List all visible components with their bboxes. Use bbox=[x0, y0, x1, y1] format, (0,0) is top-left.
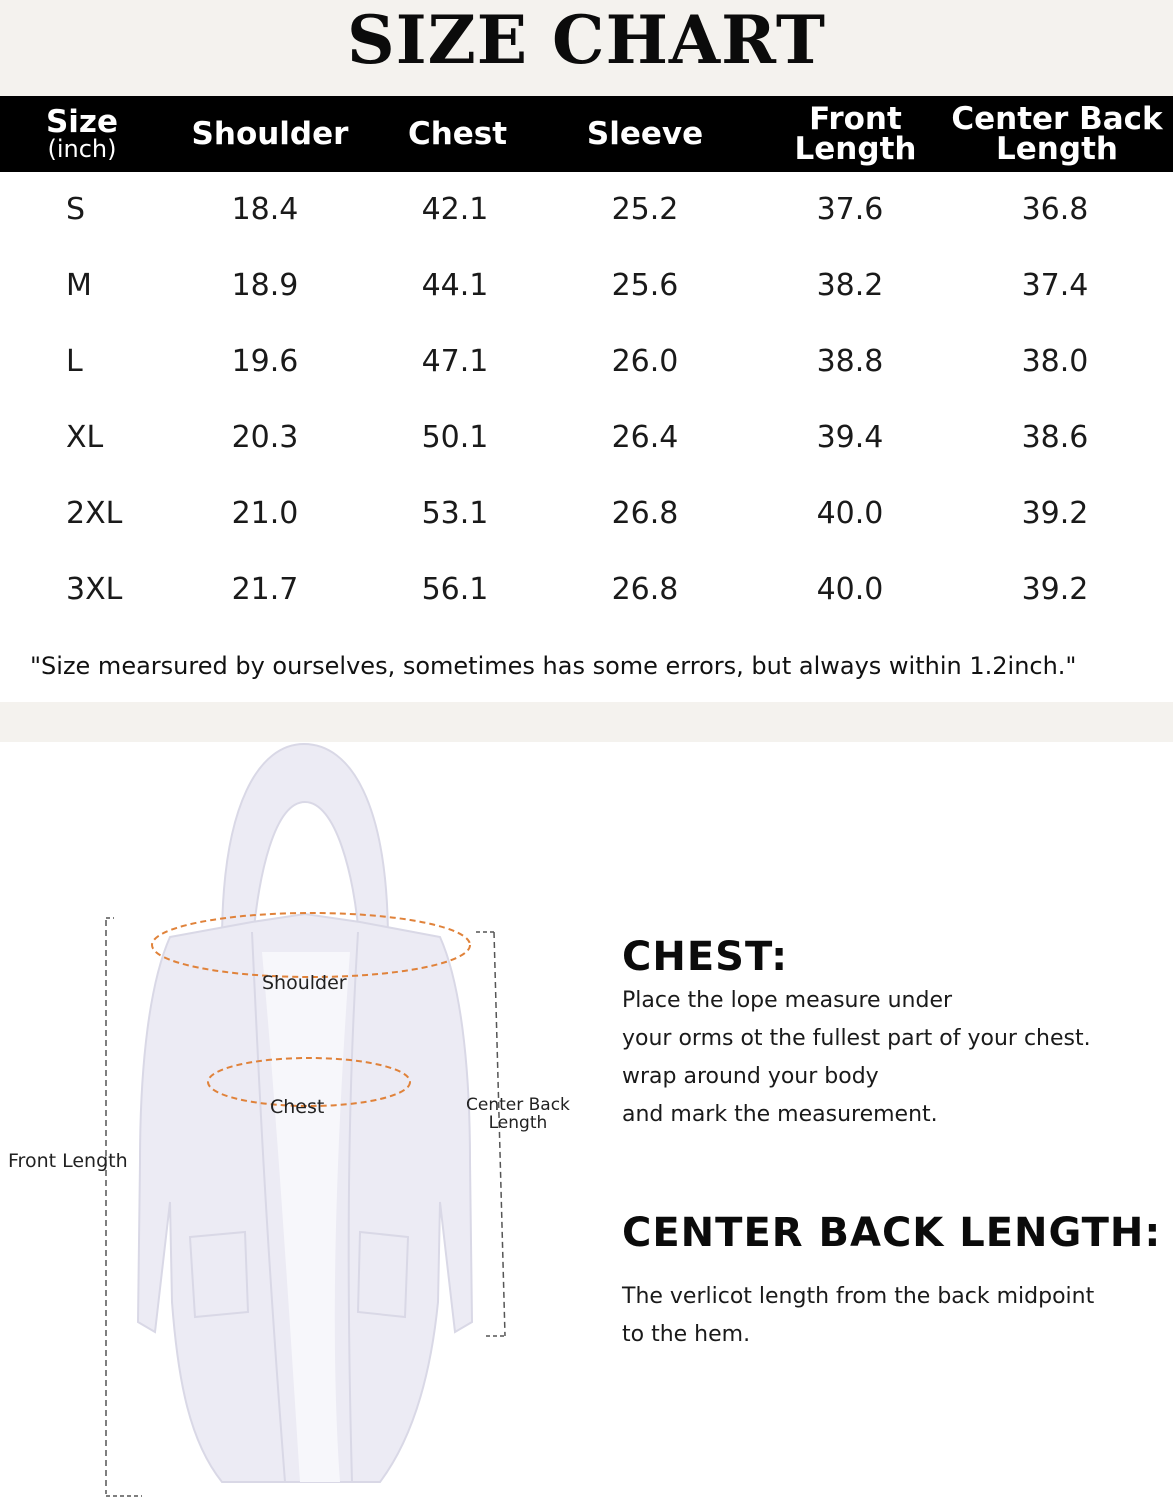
cell-size: 3XL bbox=[66, 572, 123, 607]
cell-size: 2XL bbox=[66, 496, 123, 531]
header-size: Size (inch) bbox=[45, 104, 119, 163]
header-sleeve: Sleeve bbox=[586, 116, 704, 152]
cell-center-back-length: 38.6 bbox=[1021, 420, 1089, 455]
table-row bbox=[0, 476, 1173, 552]
page-title: SIZE CHART bbox=[347, 1, 826, 79]
cell-size: L bbox=[66, 344, 83, 379]
header-center-back-length: Center Back Length bbox=[951, 101, 1163, 167]
header-chest: Chest bbox=[407, 116, 508, 152]
chest-label: Chest bbox=[270, 1096, 325, 1118]
cell-sleeve: 25.2 bbox=[611, 192, 679, 227]
measurement-note: "Size mearsured by ourselves, sometimes has some errors, but always within 1.2inch." bbox=[30, 652, 1077, 680]
cell-shoulder: 19.6 bbox=[231, 344, 299, 379]
cell-sleeve: 26.8 bbox=[611, 572, 679, 607]
cell-shoulder: 20.3 bbox=[231, 420, 299, 455]
table-row bbox=[0, 552, 1173, 628]
header-front-length: Front Length bbox=[794, 101, 917, 167]
cell-front-length: 40.0 bbox=[816, 572, 884, 607]
table-row bbox=[0, 400, 1173, 476]
cell-center-back-length: 38.0 bbox=[1021, 344, 1089, 379]
cell-front-length: 40.0 bbox=[816, 496, 884, 531]
cell-size: M bbox=[66, 268, 92, 303]
chest-instruction-line: wrap around your body bbox=[622, 1064, 879, 1089]
cell-center-back-length: 39.2 bbox=[1021, 496, 1089, 531]
title-band bbox=[0, 0, 1173, 96]
front-length-label: Front Length bbox=[8, 1150, 128, 1172]
cell-shoulder: 21.7 bbox=[231, 572, 299, 607]
cell-sleeve: 26.0 bbox=[611, 344, 679, 379]
cell-chest: 50.1 bbox=[421, 420, 489, 455]
cell-front-length: 39.4 bbox=[816, 420, 884, 455]
chest-instruction-line: Place the lope measure under bbox=[622, 988, 953, 1013]
cell-sleeve: 26.4 bbox=[611, 420, 679, 455]
cell-front-length: 38.2 bbox=[816, 268, 884, 303]
cell-chest: 44.1 bbox=[421, 268, 489, 303]
cell-center-back-length: 36.8 bbox=[1021, 192, 1089, 227]
table-row bbox=[0, 324, 1173, 400]
shoulder-label: Shoulder bbox=[262, 972, 347, 994]
garment-diagram bbox=[0, 742, 620, 1500]
center-back-length-heading: CENTER BACK LENGTH: bbox=[622, 1210, 1162, 1256]
cell-chest: 56.1 bbox=[421, 572, 489, 607]
cell-sleeve: 26.8 bbox=[611, 496, 679, 531]
cell-chest: 47.1 bbox=[421, 344, 489, 379]
cell-shoulder: 18.9 bbox=[231, 268, 299, 303]
center-back-instruction-line: to the hem. bbox=[622, 1322, 751, 1347]
table-row bbox=[0, 172, 1173, 248]
table-row bbox=[0, 248, 1173, 324]
center-back-length-line bbox=[494, 932, 505, 1336]
chest-instruction-line: your orms ot the fullest part of your chest. bbox=[622, 1026, 1091, 1051]
chest-heading: CHEST: bbox=[622, 934, 789, 980]
header-shoulder: Shoulder bbox=[191, 116, 349, 152]
table-header bbox=[0, 96, 1173, 172]
cell-front-length: 37.6 bbox=[816, 192, 884, 227]
cell-center-back-length: 37.4 bbox=[1021, 268, 1089, 303]
cell-size: XL bbox=[66, 420, 104, 455]
cell-front-length: 38.8 bbox=[816, 344, 884, 379]
center-back-length-label: Center Back Length bbox=[466, 1095, 570, 1133]
center-back-instruction-line: The verlicot length from the back midpoint bbox=[622, 1284, 1095, 1309]
cell-chest: 53.1 bbox=[421, 496, 489, 531]
chest-instruction-line: and mark the measurement. bbox=[622, 1102, 938, 1127]
cell-shoulder: 18.4 bbox=[231, 192, 299, 227]
cell-sleeve: 25.6 bbox=[611, 268, 679, 303]
section-divider bbox=[0, 702, 1173, 742]
cell-chest: 42.1 bbox=[421, 192, 489, 227]
cell-size: S bbox=[66, 192, 86, 227]
cell-shoulder: 21.0 bbox=[231, 496, 299, 531]
cell-center-back-length: 39.2 bbox=[1021, 572, 1089, 607]
